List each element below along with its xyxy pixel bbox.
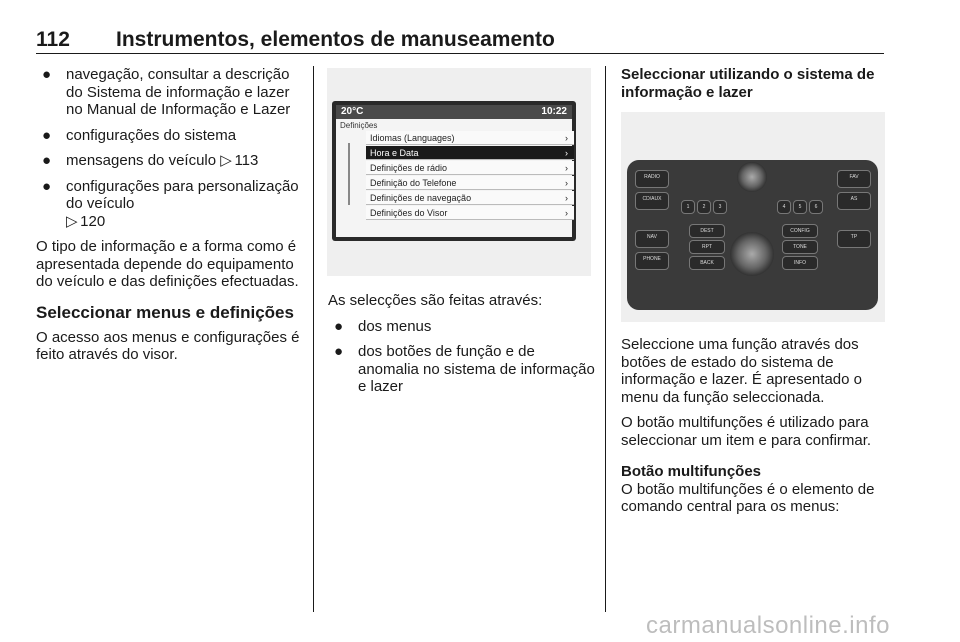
radio-control-panel: RADIO CD/AUX NAV PHONE FAV AS TP DEST CONFIG RPT TONE BACK INFO 1 2 3 4 5 6 bbox=[627, 160, 878, 310]
chevron-right-icon: › bbox=[565, 133, 568, 143]
menu-item: Idiomas (Languages) › bbox=[366, 131, 574, 145]
chevron-right-icon: › bbox=[565, 163, 568, 173]
section-heading: Seleccionar menus e definições bbox=[36, 302, 294, 322]
paragraph: O botão multifunções é o elemento de comando central para os menus: bbox=[621, 480, 875, 515]
bullet-icon: ● bbox=[334, 317, 344, 335]
list-item: ● navegação, consultar a descrição do Sistema de informação e lazer no Manual de Informação e Lazer bbox=[42, 66, 291, 118]
column-3 bbox=[621, 336, 889, 524]
volume-knob bbox=[737, 162, 767, 192]
xref-link[interactable]: 120 bbox=[80, 212, 106, 230]
infotainment-screen bbox=[332, 101, 576, 241]
page-number: 112 bbox=[36, 28, 70, 51]
column-1 bbox=[36, 66, 301, 372]
section-heading: Seleccionar utilizando o sistema de informação e lazer bbox=[621, 66, 875, 101]
chevron-right-icon: › bbox=[565, 178, 568, 188]
bullet-icon: ● bbox=[42, 177, 52, 195]
arrow-right-icon: ▷ bbox=[220, 152, 232, 169]
menu-item: Definições do Visor › bbox=[366, 206, 574, 220]
column-2 bbox=[328, 292, 596, 404]
chevron-right-icon: › bbox=[565, 193, 568, 203]
header-rule bbox=[36, 53, 884, 54]
paragraph: O acesso aos menus e configurações é feito através do visor. bbox=[36, 328, 300, 363]
list-item: ● configurações para personalização do veículo ▷ 120 bbox=[42, 177, 299, 230]
bullet-icon: ● bbox=[42, 126, 52, 144]
column-3-top bbox=[621, 66, 887, 101]
bullet-list-1 bbox=[36, 66, 301, 230]
menu-item-selected: Hora e Data › bbox=[366, 146, 574, 160]
multifunction-knob bbox=[730, 232, 774, 276]
control-panel-figure bbox=[621, 112, 885, 322]
bullet-icon: ● bbox=[42, 152, 52, 169]
list-item: ● configurações do sistema bbox=[42, 126, 237, 144]
bullet-icon: ● bbox=[334, 343, 344, 360]
sub-heading: Botão multifunções bbox=[621, 463, 762, 480]
xref-link[interactable]: 113 bbox=[234, 152, 259, 169]
screen-menu: Definições Idiomas (Languages) › Hora e Data › Definições de rádio › Definição do Telefone › Definições de navegação › Definições do Visor › bbox=[336, 119, 572, 237]
scrollbar bbox=[348, 143, 350, 205]
display-screen-figure bbox=[327, 68, 591, 276]
menu-item: Definição do Telefone › bbox=[366, 176, 574, 190]
watermark: carmanualsonline.info bbox=[646, 612, 890, 639]
column-divider-1 bbox=[313, 66, 314, 612]
menu-item: Definições de navegação › bbox=[366, 191, 574, 205]
screen-status-bar: 20°C 10:22 bbox=[336, 105, 572, 119]
column-divider-2 bbox=[605, 66, 606, 612]
chevron-right-icon: › bbox=[565, 148, 568, 158]
paragraph: O botão multifunções é utilizado para seleccionar um item e para confirmar. bbox=[621, 414, 872, 449]
chevron-right-icon: › bbox=[565, 208, 568, 218]
paragraph: As selecções são feitas através: bbox=[328, 292, 543, 309]
paragraph: O tipo de informação e a forma como é apresentada depende do equipamento do veículo e das definições efectuadas. bbox=[36, 238, 299, 290]
list-item: ● dos botões de função e de anomalia no sistema de informação e lazer bbox=[334, 343, 595, 395]
paragraph: Seleccione uma função através dos botões de estado do sistema de informação e lazer. É apresentado o menu da função seleccionada. bbox=[621, 336, 862, 406]
page-header bbox=[36, 28, 555, 52]
page-title: Instrumentos, elementos de manuseamento bbox=[116, 28, 555, 51]
menu-item: Definições de rádio › bbox=[366, 161, 574, 175]
bullet-list-2 bbox=[328, 318, 596, 396]
list-item: ● dos menus bbox=[334, 317, 432, 335]
bullet-icon: ● bbox=[42, 66, 52, 83]
list-item: ● mensagens do veículo ▷ 113 bbox=[42, 152, 259, 169]
arrow-right-icon: ▷ bbox=[66, 212, 78, 230]
